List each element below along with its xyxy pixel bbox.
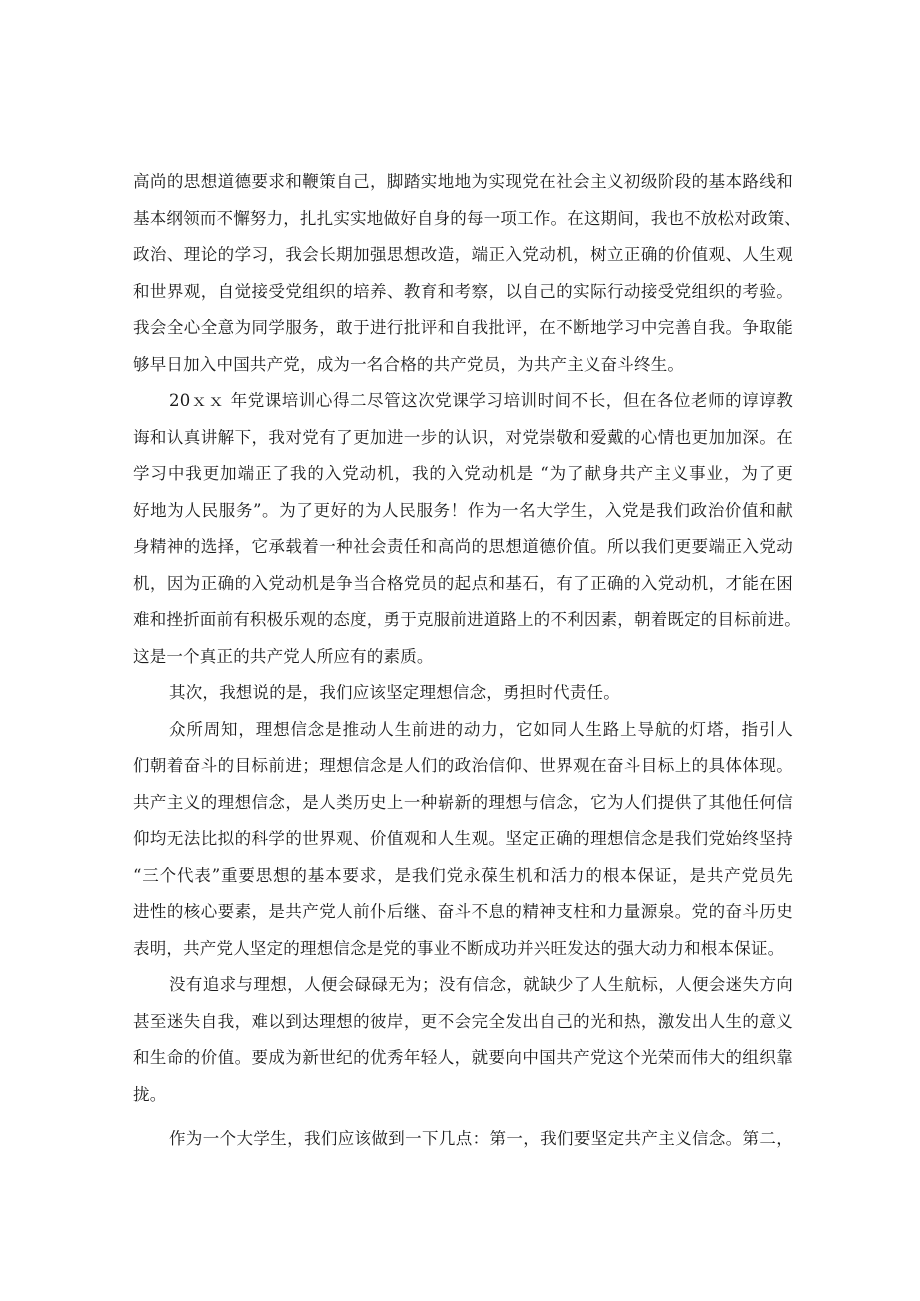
text-line: 众所周知，理想信念是推动人生前进的动力，它如同人生路上导航的灯塔，指引人	[169, 719, 793, 739]
paragraph	[133, 675, 793, 712]
text-line: 没有追求与理想，人便会碌碌无为；没有信念，就缺少了人生航标，人便会迷失方向	[169, 975, 793, 994]
text-line: 进性的核心要素，是共产党人前仆后继、奋斗不息的精神支柱和力量源泉。党的奋斗历史	[133, 902, 793, 921]
text-line: 这是一个真正的共产党人所应有的素质。	[133, 646, 434, 666]
text-line: 作为一个大学生，我们应该做到一下几点：第一，我们要坚定共产主义信念。第二，	[169, 1129, 793, 1148]
text-line: 们朝着奋斗的目标前进；理想信念是人们的政治信仰、世界观在奋斗目标上的具体体现。	[133, 756, 793, 775]
paragraph-gap	[133, 1113, 793, 1121]
text-line: 我会全心全意为同学服务，敢于进行批评和自我批评，在不断地学习中完善自我。争取能	[133, 318, 793, 337]
document-body	[133, 164, 801, 1158]
text-line: 够早日加入中国共产党，成为一名合格的共产党员，为共产主义奋斗终生。	[133, 354, 685, 374]
text-line: 共产主义的理想信念，是人类历史上一种崭新的理想与信念，它为人们提供了其他任何信	[133, 792, 793, 812]
text-line: 诲和认真讲解下，我对党有了更加进一步的认识，对党崇敬和爱戴的心情也更加加深。在	[133, 427, 793, 447]
text-line: 难和挫折面前有积极乐观的态度，勇于克服前进道路上的不利因素，朝着既定的目标前进。	[133, 610, 801, 629]
text-line: 仰均无法比拟的科学的世界观、价值观和人生观。坚定正确的理想信念是我们党始终坚持	[133, 829, 793, 848]
text-line: 其次，我想说的是，我们应该坚定理想信念，勇担时代责任。	[169, 683, 620, 702]
text-line: 拢。	[133, 1084, 167, 1104]
text-line: 好地为人民服务”。为了更好的为人民服务！作为一名大学生，入党是我们政治价值和献	[133, 500, 793, 520]
paragraph	[133, 1113, 793, 1158]
text-line: 身精神的选择，它承载着一种社会责任和高尚的思想道德价值。所以我们更要端正入党动	[133, 537, 793, 556]
text-line: 机，因为正确的入党动机是争当合格党员的起点和基石，有了正确的入党动机，才能在困	[133, 573, 793, 593]
text-line: 学习中我更加端正了我的入党动机，我的入党动机是 “为了献身共产主义事业，为了更	[133, 464, 793, 483]
paragraph	[133, 164, 801, 383]
text-line: “三个代表”重要思想的基本要求，是我们党永葆生机和活力的根本保证，是共产党员先	[133, 865, 793, 885]
text-line: 高尚的思想道德要求和鞭策自己，脚踏实地地为实现党在社会主义初级阶段的基本路线和	[133, 172, 793, 191]
text-line: 甚至迷失自我，难以到达理想的彼岸，更不会完全发出自己的光和热，激发出人生的意义	[133, 1011, 793, 1031]
text-line: 和世界观，自觉接受党组织的培养、教育和考察，以自己的实际行动接受党组织的考验。	[133, 281, 793, 301]
text-line: 基本纲领而不懈努力，扎扎实实地做好自身的每一项工作。在这期间，我也不放松对政策、	[133, 208, 801, 228]
text-line: 表明，共产党人坚定的理想信念是党的事业不断成功并兴旺发达的强大动力和根本保证。	[133, 938, 785, 958]
text-line: 和生命的价值。要成为新世纪的优秀年轻人，就要向中国共产党这个光荣而伟大的组织靠	[133, 1048, 793, 1067]
text-line: 20ｘｘ 年党课培训心得二尽管这次党课学习培训时间不长，但在各位老师的谆谆教	[169, 391, 793, 410]
paragraph	[133, 383, 801, 675]
text-line: 政治、理论的学习，我会长期加强思想改造，端正入党动机，树立正确的价值观、人生观	[133, 245, 793, 264]
paragraph	[133, 967, 793, 1113]
paragraph	[133, 712, 793, 968]
